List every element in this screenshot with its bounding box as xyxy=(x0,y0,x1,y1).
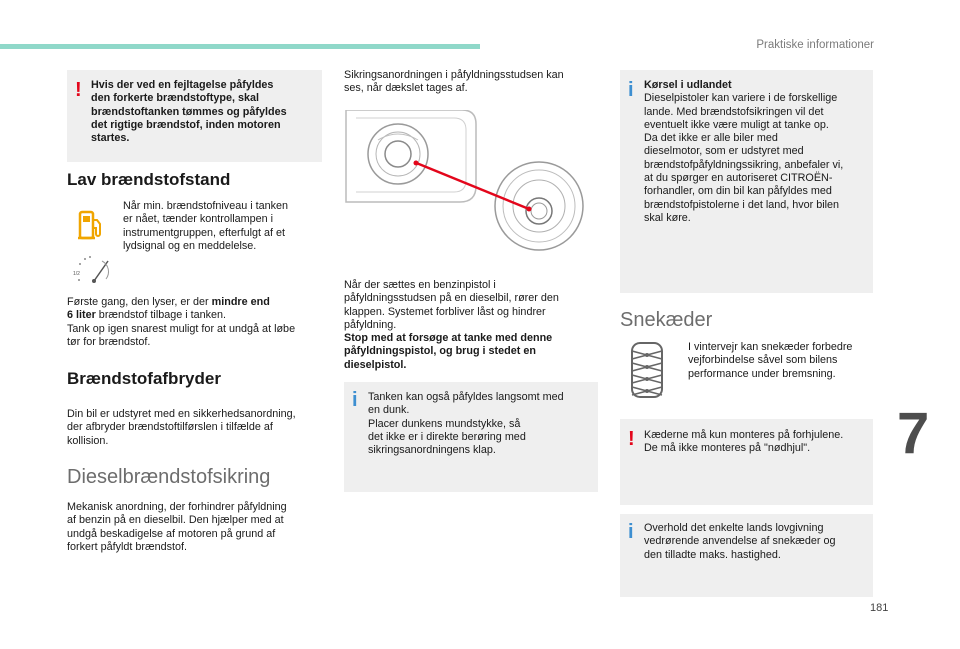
info-icon: i xyxy=(352,389,358,411)
heading-misfuel-prevention: Dieselbrændstofsikring xyxy=(67,466,271,488)
filler-neck-illustration xyxy=(344,110,594,270)
page-number: 181 xyxy=(870,602,889,614)
low-fuel-body: Første gang, den lyser, er der mindre end 6 liter brændstof tilbage i tanken. Tank op igen snarest muligt for at undgå at løbe tør for brændstof. xyxy=(67,296,296,348)
low-fuel-icon-text: Når min. brændstofniveau i tanken er nået, tænder kontrollampen i instrumentgruppen, efterfulgt af et lydsignal og en meddelelse. xyxy=(123,200,289,252)
driving-abroad-info-box: i Kørsel i udlandet Dieselpistoler kan variere i de forskellige lande. Med brændstofsikringen vil det eventuelt ikke være muligt at tanke op. Da det ikke er alle biler med dieselmotor, som er udstyret med brændstofpåfyldningssikring, anbefaler vi, at du spørger en autoriseret CITROËN- forhandler, om din bil kan påfyldes med brændstofpistolerne i det land, hvor bilen skal køre. xyxy=(620,70,873,293)
svg-text:1/2: 1/2 xyxy=(73,271,80,277)
chapter-number: 7 xyxy=(897,401,930,466)
warning-icon: ! xyxy=(628,428,635,450)
snow-chains-body: I vintervejr kan snekæder forbedre vejforbindelse såvel som bilens performance under bremsning. xyxy=(688,341,853,380)
can-refill-info-box: i Tanken kan også påfyldes langsomt med en dunk. Placer dunkens mundstykke, så det ikke er i direkte berøring med sikringsanordningens klap. xyxy=(344,382,598,492)
filler-intro: Sikringsanordningen i påfyldningsstudsen kan ses, når dækslet tages af. xyxy=(344,69,564,95)
heading-fuel-cutoff: Brændstofafbryder xyxy=(67,369,221,388)
warning-icon: ! xyxy=(75,79,82,101)
misfuel-body: Mekanisk anordning, der forhindrer påfyldning af benzin på en dieselbil. Den hjælper med at undgå beskadigelse af motoren på grund af forkert påfyldt brændstof. xyxy=(67,501,287,553)
info-icon: i xyxy=(628,521,634,543)
header-accent-bar xyxy=(0,44,480,49)
chains-front-wheels-warning-box: ! Kæderne må kun monteres på forhjulene. De må ikke monteres på "nødhjul". xyxy=(620,419,873,505)
fuel-gauge-icon xyxy=(70,253,116,289)
misfuel-warning-box: ! Hvis der ved en fejltagelse påfyldes den forkerte brændstoftype, skal brændstoftanken tømmes og påfyldes det rigtige brændstof, inden motoren startes. xyxy=(67,70,322,162)
chains-legislation-info-box: i Overhold det enkelte lands lovgivning vedrørende anvendelse af snekæder og den tilladte maks. hastighed. xyxy=(620,514,873,597)
section-title: Praktiske informationer xyxy=(756,39,874,51)
info-icon: i xyxy=(628,79,634,101)
heading-low-fuel: Lav brændstofstand xyxy=(67,170,231,189)
fuel-cutoff-body: Din bil er udstyret med en sikkerhedsanordning, der afbryder brændstoftilførslen i tilfælde af kollision. xyxy=(67,408,296,447)
fuel-pump-icon xyxy=(76,208,106,242)
snow-chain-icon xyxy=(624,341,670,399)
filler-body: Når der sættes en benzinpistol i påfyldningsstudsen på en dieselbil, rører den klappen. Systemet forbliver låst og hindrer påfyldning. Stop med at forsøge at tanke med denne påfyldningspistol, og brug i stedet en dieselpistol. xyxy=(344,279,559,371)
heading-snow-chains: Snekæder xyxy=(620,309,713,331)
